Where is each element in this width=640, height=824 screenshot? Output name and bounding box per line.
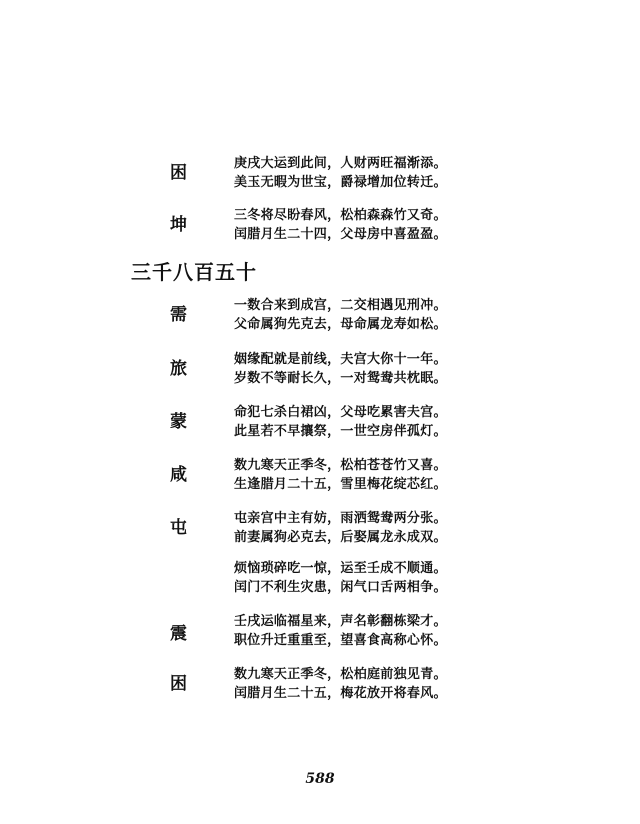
verse-line: 庚戌大运到此间，人财两旺福渐添。 bbox=[234, 156, 447, 171]
verse-line: 职位升迁重重至，望喜食高称心怀。 bbox=[234, 633, 447, 648]
verse-line: 屯亲宫中主有妨，雨洒鸳鸯两分张。 bbox=[234, 511, 447, 526]
hexagram-name: 蒙 bbox=[170, 412, 187, 432]
hexagram-name: 困 bbox=[170, 674, 187, 694]
hexagram-name: 坤 bbox=[170, 215, 187, 235]
hexagram-name: 咸 bbox=[170, 465, 187, 485]
hexagram-name: 旅 bbox=[170, 359, 187, 379]
verse-line: 壬戌运临福星来，声名彰翻栋梁才。 bbox=[234, 614, 447, 629]
verse-line: 闰门不利生灾患，闲气口舌两相争。 bbox=[234, 580, 447, 595]
verse-lines bbox=[234, 509, 474, 547]
section-heading: 三千八百五十 bbox=[131, 260, 257, 284]
verse-lines bbox=[234, 154, 474, 192]
verse-lines bbox=[234, 612, 474, 650]
verse-lines bbox=[234, 206, 474, 244]
verse-lines bbox=[234, 456, 474, 494]
verse-line: 父命属狗先克去，母命属龙寿如松。 bbox=[234, 317, 447, 332]
hexagram-name: 震 bbox=[170, 624, 187, 644]
verse-line: 美玉无暇为世宝，爵禄增加位转迁。 bbox=[234, 175, 447, 190]
verse-line: 前妻属狗必克去，后娶属龙永成双。 bbox=[234, 530, 447, 545]
verse-line: 闰腊月生二十五，梅花放开将春风。 bbox=[234, 686, 447, 701]
hexagram-name: 屯 bbox=[170, 518, 187, 538]
verse-line: 生逢腊月二十五，雪里梅花绽芯红。 bbox=[234, 477, 447, 492]
verse-line: 此星若不早攘祭，一世空房伴孤灯。 bbox=[234, 424, 447, 439]
verse-line: 闰腊月生二十四，父母房中喜盈盈。 bbox=[234, 227, 447, 242]
verse-line: 岁数不等耐长久，一对鸳鸯共枕眠。 bbox=[234, 371, 447, 386]
verse-line: 命犯七杀白裙凶，父母吃累害夫宫。 bbox=[234, 405, 447, 420]
verse-line: 数九寒天正季冬，松柏苍苍竹又喜。 bbox=[234, 458, 447, 473]
verse-line: 姻缘配就是前线，夫宫大你十一年。 bbox=[234, 352, 447, 367]
verse-lines bbox=[234, 559, 474, 597]
hexagram-name: 需 bbox=[170, 305, 187, 325]
verse-lines bbox=[234, 350, 474, 388]
verse-line: 一数合来到成宫，二交相遇见刑冲。 bbox=[234, 298, 447, 313]
verse-line: 数九寒天正季冬，松柏庭前独见青。 bbox=[234, 667, 447, 682]
verse-lines bbox=[234, 296, 474, 334]
verse-line: 三冬将尽盼春风，松柏森森竹又奇。 bbox=[234, 208, 447, 223]
verse-lines bbox=[234, 403, 474, 441]
verse-lines bbox=[234, 665, 474, 703]
hexagram-name: 困 bbox=[170, 163, 187, 183]
page-number: 588 bbox=[305, 771, 335, 787]
verse-line: 烦恼琐碎吃一惊，运至壬成不顺通。 bbox=[234, 561, 447, 576]
